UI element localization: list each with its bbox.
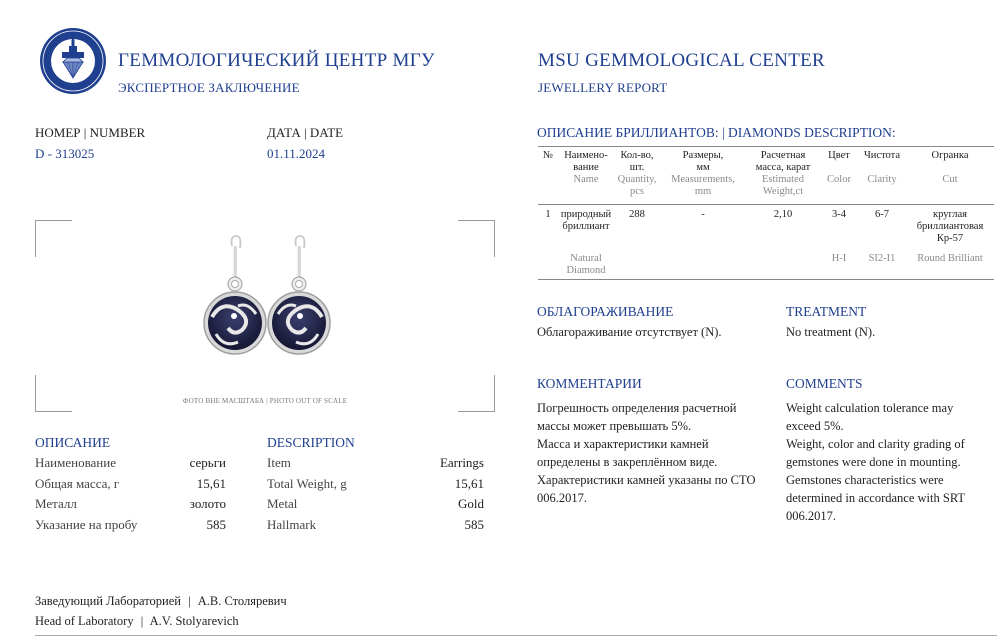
date-label: ДАТА | DATE: [267, 125, 344, 140]
treatment-heading-ru: ОБЛАГОРАЖИВАНИЕ: [537, 304, 674, 319]
comments-heading-en: COMMENTS: [786, 376, 863, 391]
comment-line: Weight calculation tolerance may exceed 5%.: [786, 401, 954, 433]
table-cell: Огранка: [931, 150, 969, 161]
table-cell: 6-7: [875, 209, 889, 220]
table-cell: [538, 174, 558, 205]
table-cell: SI2-I1: [868, 253, 896, 264]
table-row: [538, 245, 994, 280]
table-cell: Round Brilliant: [917, 253, 983, 264]
table-cell: 1: [545, 209, 551, 220]
diamonds-heading: ОПИСАНИЕ БРИЛЛИАНТОВ: | DIAMONDS DESCRIPTION:: [537, 125, 896, 140]
table-cell: 288: [629, 209, 645, 220]
table-cell: Name: [573, 174, 599, 185]
diamonds-table: [538, 146, 994, 280]
treatment-text-ru: Облагораживание отсутствует (N).: [537, 325, 722, 339]
table-row: [538, 205, 994, 245]
treatment-text-en: No treatment (N).: [786, 325, 876, 339]
table-cell: [614, 245, 660, 280]
list-item: Item Earrings: [267, 455, 484, 470]
signature-ru: Заведующий Лабораторией | А.В. Столяревич: [35, 594, 287, 608]
table-cell: 3-4: [832, 209, 846, 220]
table-cell: Clarity: [867, 174, 897, 185]
description-ru-list: [35, 453, 226, 536]
earrings-photo: [198, 232, 338, 362]
msu-logo-seal: [38, 26, 108, 96]
comment-line: Масса и характеристики камней определены в закреплённом виде.: [537, 437, 718, 469]
title-en: MSU GEMMOLOGICAL CENTER: [538, 50, 825, 71]
table-cell: [660, 245, 746, 280]
treatment-heading-en: TREATMENT: [786, 304, 867, 319]
table-cell: [746, 245, 820, 280]
comments-heading-ru: КОММЕНТАРИИ: [537, 376, 642, 391]
footer-rule: [35, 635, 997, 636]
list-item: Общая масса, г 15,61: [35, 475, 226, 491]
number-label: НОМЕР | NUMBER: [35, 125, 146, 140]
table-cell: круглая бриллиантовая Кр-57: [916, 209, 984, 244]
table-cell: Cut: [942, 174, 958, 185]
description-en-list: [267, 453, 484, 536]
comment-line: Gemstones characteristics were determined in accordance with SRT 006.2017.: [786, 473, 965, 523]
number-value: D - 313025: [35, 146, 95, 161]
table-header-ru: [538, 147, 994, 174]
comments-en: [786, 399, 986, 525]
photo-caption: ФОТО ВНЕ МАСШТАБА | PHOTO OUT OF SCALE: [182, 397, 348, 405]
table-cell: H-I: [831, 253, 847, 264]
table-cell: природный бриллиант: [560, 209, 612, 232]
title-ru: ГЕММОЛОГИЧЕСКИЙ ЦЕНТР МГУ: [118, 50, 435, 71]
comment-line: Weight, color and clarity grading of gemstones were done in mounting.: [786, 437, 965, 469]
table-cell: Color: [827, 174, 851, 185]
table-cell: Цвет: [828, 150, 850, 161]
table-header-en: [538, 174, 994, 205]
subtitle-ru: ЭКСПЕРТНОЕ ЗАКЛЮЧЕНИЕ: [118, 80, 300, 95]
table-cell: Estimated Weight,ct: [762, 174, 804, 197]
table-cell: Quantity, pcs: [617, 174, 657, 197]
list-item: Металл золото: [35, 496, 226, 512]
comment-line: Погрешность определения расчетной массы может превышать 5%.: [537, 401, 737, 433]
comment-line: Характеристики камней указаны по СТО 006.2017.: [537, 473, 756, 505]
table-cell: -: [701, 209, 705, 220]
table-cell: Кол-во, шт.: [620, 150, 654, 173]
list-item: Указание на пробу 585: [35, 517, 226, 533]
comments-ru: [537, 399, 759, 507]
list-item: Hallmark 585: [267, 517, 484, 533]
table-cell: Наимено- вание: [564, 150, 608, 173]
table-cell: 2,10: [773, 209, 793, 220]
table-cell: [538, 245, 558, 280]
date-value: 01.11.2024: [267, 146, 326, 161]
signature-en: Head of Laboratory | A.V. Stolyarevich: [35, 614, 239, 628]
table-cell: Natural Diamond: [566, 253, 606, 276]
table-cell: Расчетная масса, карат: [755, 150, 811, 173]
table-cell: Measurements, mm: [671, 174, 735, 197]
description-ru-heading: ОПИСАНИЕ: [35, 435, 111, 450]
table-cell: Размеры, мм: [682, 150, 724, 173]
table-cell: Чистота: [863, 150, 901, 161]
list-item: Наименование серьги: [35, 455, 226, 470]
list-item: Total Weight, g 15,61: [267, 475, 484, 491]
table-cell: №: [542, 150, 554, 161]
subtitle-en: JEWELLERY REPORT: [538, 80, 668, 95]
signature-name-en: A.V. Stolyarevich: [149, 614, 239, 628]
signature-name-ru: А.В. Столяревич: [197, 594, 287, 608]
list-item: Metal Gold: [267, 496, 484, 512]
signature-role-ru: Заведующий Лабораторией: [35, 594, 181, 608]
description-en-heading: DESCRIPTION: [267, 435, 355, 450]
signature-role-en: Head of Laboratory: [35, 614, 134, 628]
